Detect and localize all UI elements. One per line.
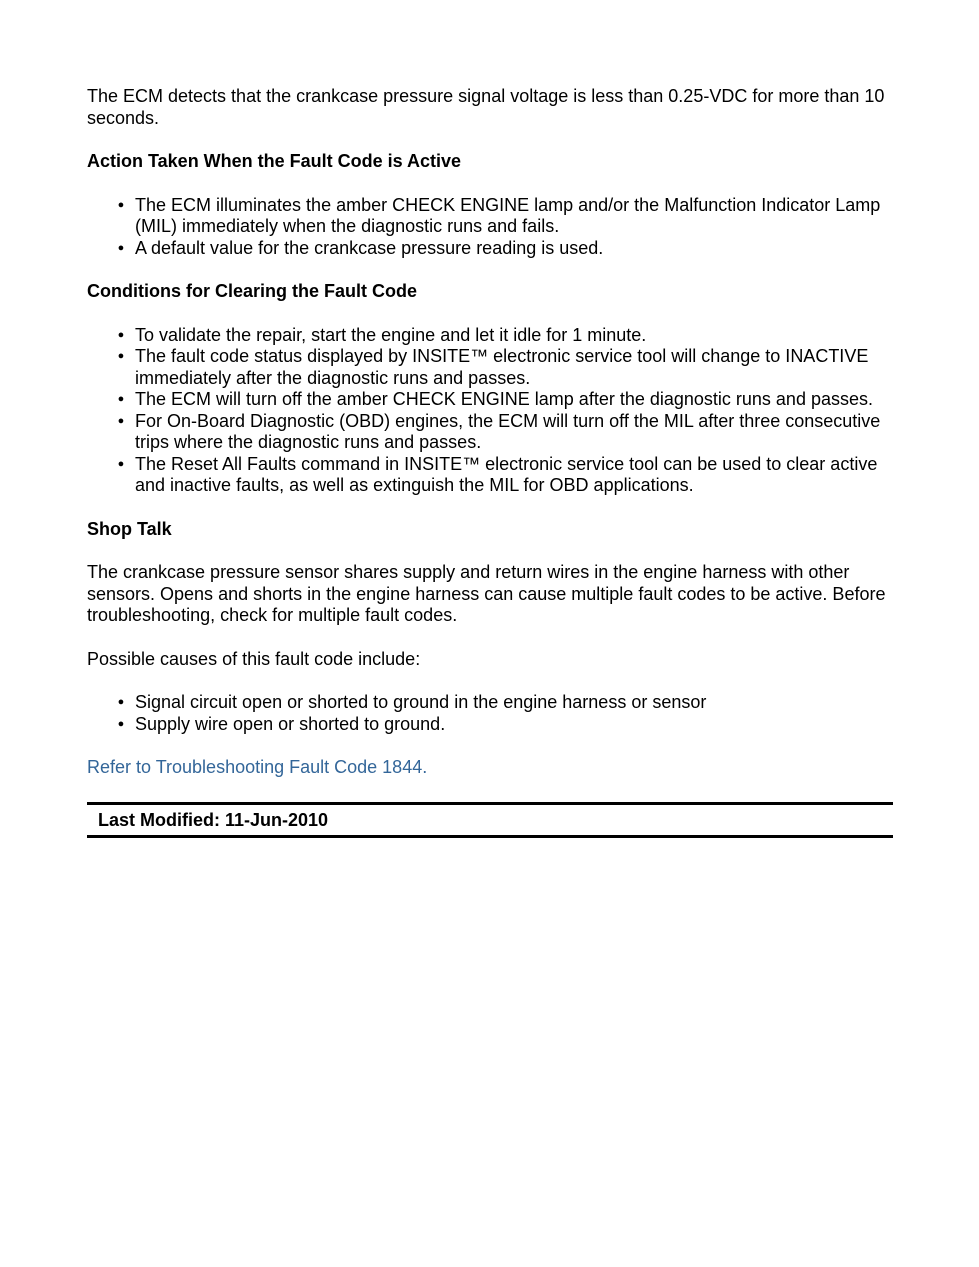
list-item bbox=[117, 324, 893, 347]
list-item bbox=[117, 194, 893, 238]
list-item bbox=[117, 410, 893, 454]
list-item-text: For On-Board Diagnostic (OBD) engines, the ECM will turn off the MIL after three consecutive trips where the diagnostic runs and passes. bbox=[135, 410, 881, 452]
list-item bbox=[117, 237, 893, 260]
list-item-text: The Reset All Faults command in INSITE™ electronic service tool can be used to clear active and inactive faults, as well as extinguish the MIL for OBD applications. bbox=[135, 453, 878, 495]
last-modified-bar: Last Modified: 11-Jun-2010 bbox=[87, 802, 893, 838]
list-item-text: The ECM will turn off the amber CHECK ENGINE lamp after the diagnostic runs and passes. bbox=[135, 389, 873, 409]
list-item-text: The fault code status displayed by INSITE™ electronic service tool will change to INACTIVE immediately after the diagnostic runs and passes. bbox=[135, 346, 869, 388]
bullet-icon: ● bbox=[117, 414, 125, 427]
shop-talk-heading: Shop Talk bbox=[87, 518, 172, 539]
bullet-icon: ● bbox=[117, 241, 125, 254]
clearing-heading: Conditions for Clearing the Fault Code bbox=[87, 281, 417, 301]
bullet-icon: ● bbox=[117, 393, 125, 405]
list-item bbox=[117, 453, 893, 497]
action-heading: Action Taken When the Fault Code is Active bbox=[87, 151, 462, 171]
list-item-text: Signal circuit open or shorted to ground in the engine harness or sensor bbox=[135, 692, 707, 712]
list-item-text: To validate the repair, start the engine and let it idle for 1 minute. bbox=[135, 324, 647, 345]
document-page bbox=[87, 86, 893, 838]
shop-talk-text: The crankcase pressure sensor shares supply and return wires in the engine harness with other sensors. Opens and shorts in the engine harness can cause multiple fault codes to be active. Before troubleshooting, check for multiple fault codes. bbox=[87, 562, 886, 625]
causes-intro: Possible causes of this fault code include: bbox=[87, 648, 421, 669]
list-item-text: A default value for the crankcase pressure reading is used. bbox=[135, 237, 604, 258]
list-item bbox=[117, 346, 893, 389]
action-list bbox=[87, 195, 893, 260]
bullet-icon: ● bbox=[117, 328, 125, 341]
list-item bbox=[117, 692, 893, 714]
list-item bbox=[117, 713, 893, 736]
bullet-icon: ● bbox=[117, 457, 125, 470]
bullet-icon: ● bbox=[117, 696, 125, 708]
clearing-list bbox=[87, 325, 893, 497]
list-item-text: The ECM illuminates the amber CHECK ENGINE lamp and/or the Malfunction Indicator Lamp (MIL) immediately when the diagnostic runs and fails. bbox=[135, 194, 881, 236]
fault-description: The ECM detects that the crankcase pressure signal voltage is less than 0.25-VDC for more than 10 seconds. bbox=[87, 86, 885, 128]
list-item-text: Supply wire open or shorted to ground. bbox=[135, 713, 446, 734]
bullet-icon: ● bbox=[117, 717, 125, 730]
troubleshooting-link[interactable]: Refer to Troubleshooting Fault Code 1844. bbox=[87, 757, 428, 777]
reference-paragraph bbox=[87, 757, 893, 779]
bullet-icon: ● bbox=[117, 350, 125, 362]
causes-list bbox=[87, 692, 893, 735]
bullet-icon: ● bbox=[117, 198, 125, 211]
list-item bbox=[117, 389, 893, 411]
